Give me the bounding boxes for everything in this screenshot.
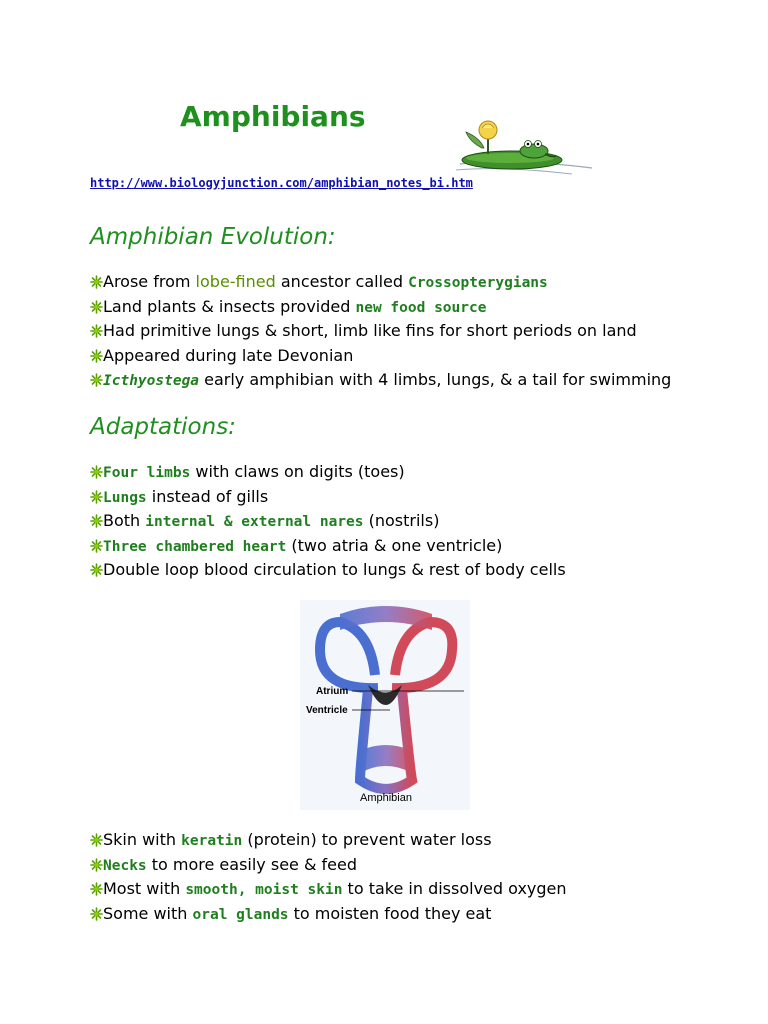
highlighted-term: lobe-fined xyxy=(195,272,276,291)
item-text: Both xyxy=(103,511,146,530)
list-item xyxy=(90,534,566,559)
list-item xyxy=(90,877,567,902)
atrium-label: Atrium xyxy=(316,686,349,697)
skin-adaptations-list xyxy=(90,828,567,926)
highlighted-term: Necks xyxy=(103,857,147,874)
item-text: to moisten food they eat xyxy=(288,903,492,923)
starburst-bullet-icon xyxy=(90,346,103,362)
evolution-list xyxy=(90,270,671,393)
item-text: Land plants & insects provided xyxy=(103,296,356,316)
list-item xyxy=(90,558,566,583)
circulation-diagram xyxy=(300,600,470,810)
highlighted-term: Crossopterygians xyxy=(408,275,548,291)
starburst-bullet-icon xyxy=(90,370,103,386)
list-item xyxy=(90,295,671,320)
highlighted-term: new food source xyxy=(355,299,487,316)
adaptations-list xyxy=(90,460,566,583)
starburst-bullet-icon xyxy=(90,879,103,895)
highlighted-term: Icthyostega xyxy=(103,373,200,389)
list-item xyxy=(90,828,567,853)
source-link[interactable]: http://www.biologyjunction.com/amphibian_notes_bi.htm xyxy=(90,176,473,190)
diagram-caption: Amphibian xyxy=(360,792,412,804)
list-item xyxy=(90,509,566,534)
item-text: Skin with xyxy=(103,830,182,849)
starburst-bullet-icon xyxy=(90,511,103,527)
starburst-bullet-icon xyxy=(90,487,103,503)
starburst-bullet-icon xyxy=(90,904,103,920)
highlighted-term: keratin xyxy=(181,833,243,849)
starburst-bullet-icon xyxy=(90,462,103,478)
item-text: early amphibian with 4 limbs, lungs, & a tail for swimming xyxy=(199,370,672,389)
starburst-bullet-icon xyxy=(90,321,103,337)
item-text: Appeared during late Devonian xyxy=(103,345,354,365)
list-item xyxy=(90,270,671,295)
item-text: (two atria & one ventricle) xyxy=(286,535,503,555)
starburst-bullet-icon xyxy=(90,560,103,576)
ventricle-label: Ventricle xyxy=(306,705,348,716)
item-text: ancestor called xyxy=(275,272,409,291)
list-item xyxy=(90,368,671,393)
item-text: Double loop blood circulation to lungs & rest of body cells xyxy=(103,560,566,579)
frog-on-lilypad-icon xyxy=(452,118,602,180)
highlighted-term: Three chambered heart xyxy=(103,538,287,555)
highlighted-term: internal & external nares xyxy=(145,514,364,530)
item-text: Most with xyxy=(103,879,186,898)
list-item xyxy=(90,319,671,344)
starburst-bullet-icon xyxy=(90,536,103,552)
heading-adaptations: Adaptations: xyxy=(90,414,236,440)
highlighted-term: Lungs xyxy=(103,489,147,506)
item-text: (nostrils) xyxy=(363,511,440,530)
item-text: Arose from xyxy=(103,272,196,291)
starburst-bullet-icon xyxy=(90,297,103,313)
starburst-bullet-icon xyxy=(90,855,103,871)
item-text: to more easily see & feed xyxy=(146,854,357,874)
item-text: instead of gills xyxy=(146,486,269,506)
list-item xyxy=(90,344,671,369)
list-item xyxy=(90,853,567,878)
item-text: Had primitive lungs & short, limb like fins for short periods on land xyxy=(103,321,637,340)
list-item xyxy=(90,485,566,510)
heading-amphibian-evolution: Amphibian Evolution: xyxy=(90,224,336,250)
starburst-bullet-icon xyxy=(90,830,103,846)
highlighted-term: Four limbs xyxy=(103,465,191,481)
list-item xyxy=(90,902,567,927)
item-text: Some with xyxy=(103,903,193,923)
list-item xyxy=(90,460,566,485)
highlighted-term: oral glands xyxy=(192,906,289,923)
item-text: (protein) to prevent water loss xyxy=(242,830,492,849)
page-title: Amphibians xyxy=(180,100,366,133)
starburst-bullet-icon xyxy=(90,272,103,288)
item-text: to take in dissolved oxygen xyxy=(342,879,567,898)
item-text: with claws on digits (toes) xyxy=(190,462,405,481)
highlighted-term: smooth, moist skin xyxy=(185,882,343,898)
